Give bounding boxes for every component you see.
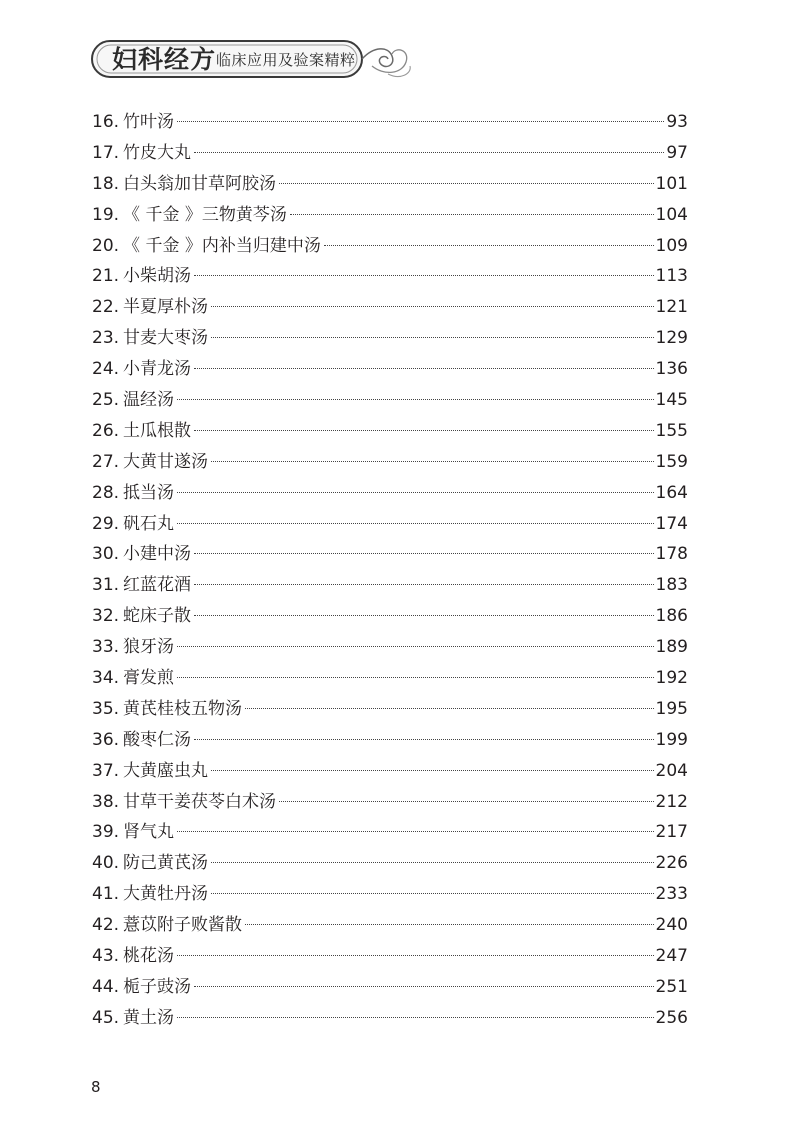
- dot-leader: [245, 924, 654, 925]
- toc-entry[interactable]: [92, 632, 688, 663]
- toc-entry-page: 145: [655, 390, 688, 411]
- toc-entry-title: 肾气丸: [123, 822, 175, 843]
- toc-entry-page: 93: [666, 112, 688, 132]
- toc-entry-title: 竹皮大丸: [123, 142, 192, 163]
- toc-entry-page: 199: [655, 729, 688, 750]
- toc-entry-number: 22.: [92, 297, 120, 318]
- dot-leader: [279, 801, 654, 802]
- toc-entry-page: 186: [655, 606, 688, 627]
- toc-entry-number: 28.: [92, 482, 120, 503]
- toc-entry-title: 栀子豉汤: [123, 976, 192, 997]
- dot-leader: [177, 523, 654, 524]
- toc-entry-number: 35.: [92, 698, 120, 719]
- toc-entry-title: 小建中汤: [123, 544, 192, 565]
- dot-leader: [245, 708, 654, 709]
- toc-entry-title: 黄芪桂枝五物汤: [123, 698, 243, 719]
- toc-entry-page: 164: [655, 482, 688, 503]
- toc-entry[interactable]: [92, 354, 688, 385]
- toc-entry-number: 38.: [92, 791, 120, 812]
- toc-entry-number: 24.: [92, 359, 120, 380]
- toc-entry[interactable]: [92, 848, 688, 879]
- toc-entry-page: 195: [655, 698, 688, 719]
- toc-entry-number: 23.: [92, 328, 120, 349]
- toc-entry-number: 34.: [92, 668, 120, 689]
- dot-leader: [177, 121, 664, 122]
- toc-entry-page: 97: [666, 142, 688, 163]
- toc-entry[interactable]: [92, 817, 688, 848]
- toc-entry-page: 192: [655, 668, 688, 689]
- dot-leader: [194, 368, 654, 369]
- dot-leader: [194, 739, 654, 740]
- toc-entry-page: 240: [655, 915, 688, 936]
- toc-entry-page: 113: [655, 266, 688, 287]
- dot-leader: [177, 955, 654, 956]
- book-series-title: 妇科经方: [112, 45, 217, 74]
- toc-entry-number: 17.: [92, 142, 120, 163]
- toc-entry[interactable]: [92, 910, 688, 941]
- toc-entry[interactable]: [92, 416, 688, 447]
- toc-entry-number: 31.: [92, 575, 120, 596]
- dot-leader: [211, 893, 654, 894]
- toc-entry-number: 36.: [92, 729, 120, 750]
- toc-entry-page: 109: [655, 235, 688, 256]
- dot-leader: [194, 553, 654, 554]
- toc-entry[interactable]: [92, 169, 688, 200]
- toc-entry-title: 《 千金 》内补当归建中汤: [123, 235, 321, 256]
- dot-leader: [211, 862, 654, 863]
- toc-entry[interactable]: [92, 694, 688, 725]
- dot-leader: [194, 615, 654, 616]
- toc-entry-title: 膏发煎: [123, 668, 175, 689]
- toc-entry-title: 大黄甘遂汤: [123, 451, 209, 472]
- toc-entry-number: 18.: [92, 173, 120, 194]
- toc-entry[interactable]: [92, 879, 688, 910]
- dot-leader: [211, 461, 654, 462]
- toc-entry-number: 26.: [92, 420, 120, 441]
- toc-entry-number: 25.: [92, 390, 120, 411]
- toc-entry-page: 174: [655, 513, 688, 534]
- toc-entry-title: 大黄牡丹汤: [123, 884, 209, 905]
- toc-entry-title: 小柴胡汤: [123, 266, 192, 287]
- dot-leader: [194, 430, 654, 431]
- toc-entry[interactable]: [92, 509, 688, 540]
- toc-entry-title: 薏苡附子败酱散: [123, 915, 243, 936]
- toc-entry-title: 小青龙汤: [123, 359, 192, 380]
- table-of-contents: [92, 107, 688, 1034]
- toc-entry-page: 251: [655, 976, 688, 997]
- toc-entry-page: 226: [655, 853, 688, 874]
- dot-leader: [177, 1017, 654, 1018]
- toc-entry[interactable]: [92, 663, 688, 694]
- toc-entry[interactable]: [92, 200, 688, 231]
- toc-entry[interactable]: [92, 138, 688, 169]
- toc-entry-page: 189: [655, 637, 688, 658]
- dot-leader: [194, 584, 654, 585]
- toc-entry[interactable]: [92, 1003, 688, 1034]
- dot-leader: [177, 677, 654, 678]
- toc-entry[interactable]: [92, 385, 688, 416]
- toc-entry-title: 红蓝花酒: [123, 575, 192, 596]
- toc-entry-number: 29.: [92, 513, 120, 534]
- toc-entry[interactable]: [92, 261, 688, 292]
- toc-entry[interactable]: [92, 292, 688, 323]
- toc-entry-number: 27.: [92, 451, 120, 472]
- toc-entry[interactable]: [92, 539, 688, 570]
- toc-entry-title: 狼牙汤: [123, 637, 175, 658]
- toc-entry-number: 32.: [92, 606, 120, 627]
- toc-entry-title: 半夏厚朴汤: [123, 297, 209, 318]
- toc-entry-page: 104: [655, 204, 688, 225]
- toc-entry-page: 183: [655, 575, 688, 596]
- toc-entry-title: 甘草干姜茯苓白术汤: [123, 791, 277, 812]
- toc-entry-page: 233: [655, 884, 688, 905]
- toc-entry-title: 土瓜根散: [123, 420, 192, 441]
- toc-entry[interactable]: [92, 231, 688, 262]
- toc-entry-number: 39.: [92, 822, 120, 843]
- dot-leader: [177, 831, 654, 832]
- book-subtitle: 临床应用及验案精粹: [216, 51, 356, 69]
- toc-entry-page: 101: [655, 173, 688, 194]
- toc-entry-title: 温经汤: [123, 390, 175, 411]
- dot-leader: [211, 770, 654, 771]
- toc-entry-page: 204: [655, 760, 688, 781]
- toc-entry-title: 酸枣仁汤: [123, 729, 192, 750]
- toc-entry-title: 大黄䗪虫丸: [123, 760, 209, 781]
- toc-entry-number: 45.: [92, 1007, 120, 1028]
- toc-entry-number: 20.: [92, 235, 120, 256]
- toc-entry-page: 178: [655, 544, 688, 565]
- toc-entry-page: 159: [655, 451, 688, 472]
- toc-entry[interactable]: [92, 941, 688, 972]
- toc-entry-title: 蛇床子散: [123, 606, 192, 627]
- toc-entry[interactable]: [92, 447, 688, 478]
- toc-entry[interactable]: [92, 725, 688, 756]
- toc-entry-number: 19.: [92, 204, 120, 225]
- toc-entry-number: 40.: [92, 853, 120, 874]
- toc-entry-title: 白头翁加甘草阿胶汤: [123, 173, 277, 194]
- toc-entry[interactable]: [92, 107, 688, 138]
- toc-entry-number: 44.: [92, 976, 120, 997]
- toc-entry-page: 136: [655, 359, 688, 380]
- dot-leader: [177, 646, 654, 647]
- toc-entry-page: 247: [655, 946, 688, 967]
- toc-entry-page: 217: [655, 822, 688, 843]
- dot-leader: [211, 337, 654, 338]
- dot-leader: [194, 986, 654, 987]
- toc-entry[interactable]: [92, 601, 688, 632]
- toc-entry-title: 甘麦大枣汤: [123, 328, 209, 349]
- dot-leader: [194, 152, 664, 153]
- toc-entry-page: 129: [655, 328, 688, 349]
- dot-leader: [211, 306, 654, 307]
- toc-entry-number: 30.: [92, 544, 120, 565]
- dot-leader: [177, 492, 654, 493]
- dot-leader: [177, 399, 654, 400]
- toc-entry-page: 212: [655, 791, 688, 812]
- dot-leader: [290, 214, 654, 215]
- toc-entry-page: 155: [655, 420, 688, 441]
- toc-entry-page: 121: [655, 297, 688, 318]
- dot-leader: [194, 275, 654, 276]
- toc-entry-title: 《 千金 》三物黄芩汤: [123, 204, 287, 225]
- toc-entry-number: 21.: [92, 266, 120, 287]
- running-header: [88, 36, 418, 84]
- toc-entry[interactable]: [92, 972, 688, 1003]
- toc-entry[interactable]: [92, 787, 688, 818]
- toc-entry-title: 黄土汤: [123, 1007, 175, 1028]
- toc-entry-number: 37.: [92, 760, 120, 781]
- dot-leader: [279, 183, 654, 184]
- toc-entry-number: 41.: [92, 884, 120, 905]
- toc-entry-title: 防己黄芪汤: [123, 853, 209, 874]
- toc-entry-number: 42.: [92, 915, 120, 936]
- toc-entry-number: 16.: [92, 112, 120, 132]
- toc-entry-title: 竹叶汤: [123, 112, 175, 132]
- toc-entry-page: 256: [655, 1007, 688, 1028]
- page-number: 8: [91, 1078, 101, 1096]
- toc-entry[interactable]: [92, 570, 688, 601]
- dot-leader: [324, 245, 654, 246]
- toc-entry-number: 33.: [92, 637, 120, 658]
- toc-entry[interactable]: [92, 756, 688, 787]
- toc-entry-title: 矾石丸: [123, 513, 175, 534]
- toc-entry[interactable]: [92, 323, 688, 354]
- toc-entry-title: 桃花汤: [123, 946, 175, 967]
- toc-entry[interactable]: [92, 478, 688, 509]
- toc-entry-title: 抵当汤: [123, 482, 175, 503]
- toc-entry-number: 43.: [92, 946, 120, 967]
